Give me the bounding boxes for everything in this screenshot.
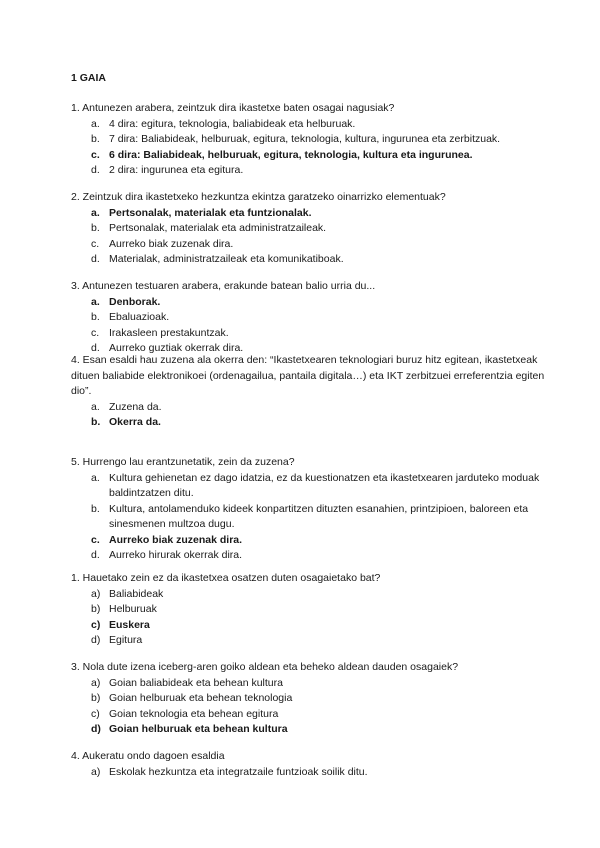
option-label: b. (91, 311, 100, 323)
answer-options (71, 676, 551, 738)
option-text: Goian helburuak eta behean teknologia (109, 692, 293, 704)
option-label: c) (91, 707, 100, 720)
answer-option (71, 221, 551, 237)
option-label: a. (91, 471, 100, 484)
option-label: c) (91, 618, 101, 631)
answer-option (71, 691, 551, 707)
option-label: d. (91, 342, 100, 354)
option-text: Baliabideak (109, 587, 164, 600)
option-label: b) (91, 603, 101, 615)
option-label: b. (91, 222, 100, 234)
question-text: 4. Aukeratu ondo dagoen esaldia (71, 750, 225, 762)
option-text: Irakasleen prestakuntzak. (109, 326, 229, 339)
option-label: d. (91, 253, 100, 265)
answer-option (71, 237, 551, 253)
option-text: Pertsonalak, materialak eta administratzaileak. (109, 222, 327, 234)
option-label: d. (91, 549, 100, 561)
question-text: 5. Hurrengo lau erantzunetatik, zein da zuzena? (71, 456, 295, 468)
question-block (71, 279, 551, 357)
option-label: c. (91, 326, 100, 339)
answer-option (71, 587, 551, 603)
option-text: 2 dira: ingurunea eta egitura. (109, 164, 244, 176)
question-text: 3. Nola dute izena iceberg-aren goiko aldean eta beheko aldean dauden osagaiek? (71, 661, 459, 673)
question-block (71, 190, 551, 268)
answer-option (71, 602, 551, 618)
question-block (71, 571, 551, 649)
option-text: Aurreko hirurak okerrak dira. (109, 549, 243, 561)
answer-option (71, 502, 551, 533)
answer-option-correct (71, 415, 551, 431)
answer-option (71, 400, 551, 416)
question-text: 3. Antunezen testuaren arabera, erakunde batean balio urria du... (71, 280, 376, 292)
option-label: b. (91, 133, 100, 145)
option-label: b. (91, 416, 101, 428)
option-text: Pertsonalak, materialak eta funtzionalak. (109, 206, 312, 219)
option-text: Aurreko biak zuzenak dira. (109, 533, 243, 546)
option-label: a) (91, 765, 101, 778)
answer-options (71, 117, 551, 179)
option-text: Aurreko biak zuzenak dira. (109, 237, 234, 250)
answer-option (71, 326, 551, 342)
option-label: b. (91, 502, 100, 515)
answer-option (71, 633, 551, 649)
option-text: Euskera (109, 618, 150, 631)
answer-option (71, 676, 551, 692)
answer-options (71, 471, 551, 564)
option-text: Kultura, antolamenduko kideek konpartitzen dituzten esanahien, printzipioen, baloreen eta sinesmenen multzoa dugu. (109, 502, 529, 530)
answer-option-correct (71, 618, 551, 634)
question-block (71, 101, 551, 179)
option-label: a) (91, 676, 101, 689)
option-text: Ebaluazioak. (109, 311, 170, 323)
answer-option-correct (71, 206, 551, 222)
option-label: a. (91, 295, 100, 308)
answer-options (71, 206, 551, 268)
answer-option-correct (71, 722, 551, 738)
option-text: 4 dira: egitura, teknologia, baliabideak eta helburuak. (109, 117, 356, 130)
option-text: 7 dira: Baliabideak, helburuak, egitura, teknologia, kultura, ingurunea eta zerbitzuak. (109, 133, 501, 145)
option-label: c. (91, 237, 100, 250)
option-label: a) (91, 587, 101, 600)
option-label: d. (91, 164, 100, 176)
answer-option (71, 163, 551, 179)
answer-option (71, 252, 551, 268)
option-text: Zuzena da. (109, 400, 162, 413)
option-text: Goian helburuak eta behean kultura (109, 723, 288, 735)
answer-options (71, 587, 551, 649)
answer-option-correct (71, 148, 551, 164)
question-block (71, 353, 551, 431)
option-label: a. (91, 206, 100, 219)
option-text: 6 dira: Baliabideak, helburuak, egitura, teknologia, kultura eta ingurunea. (109, 148, 473, 161)
option-text: Materialak, administratzaileak eta komunikatiboak. (109, 253, 344, 265)
question-text: 4. Esan esaldi hau zuzena ala okerra den: “Ikastetxearen teknologiari buruz hitz egitean, ikastetxeak dituen baliabide elektronikoei (ordenagailua, pantaila digitala…) eta IKT zerbitzuei erreferentzia egiten dio”. (71, 354, 545, 397)
answer-option (71, 132, 551, 148)
question-text: 2. Zeintzuk dira ikastetxeko hezkuntza ekintza garatzeko oinarrizko elementuak? (71, 191, 446, 203)
option-label: c. (91, 148, 100, 161)
option-text: Helburuak (109, 603, 157, 615)
option-label: a. (91, 117, 100, 130)
section-title: 1 GAIA (71, 72, 107, 84)
answer-option (71, 548, 551, 564)
option-text: Aurreko guztiak okerrak dira. (109, 342, 244, 354)
option-text: Okerra da. (109, 416, 161, 428)
option-label: d) (91, 723, 101, 735)
question-block (71, 660, 551, 738)
option-label: b) (91, 692, 101, 704)
answer-option (71, 471, 551, 502)
option-text: Eskolak hezkuntza eta integratzaile funtzioak soilik ditu. (109, 765, 368, 778)
answer-option-correct (71, 533, 551, 549)
question-block (71, 749, 551, 780)
answer-options (71, 295, 551, 357)
answer-options (71, 765, 551, 781)
option-text: Egitura (109, 634, 143, 646)
option-text: Denborak. (109, 295, 161, 308)
option-label: a. (91, 400, 100, 413)
answer-options (71, 400, 551, 431)
option-text: Goian teknologia eta behean egitura (109, 707, 279, 720)
option-text: Goian baliabideak eta behean kultura (109, 676, 283, 689)
option-text: Kultura gehienetan ez dago idatzia, ez da kuestionatzen eta ikastetxearen jarduteko moduak baldintzatzen ditu. (109, 471, 540, 499)
question-text: 1. Hauetako zein ez da ikastetxea osatzen duten osagaietako bat? (71, 572, 381, 584)
answer-option (71, 707, 551, 723)
option-label: c. (91, 533, 100, 546)
question-text: 1. Antunezen arabera, zeintzuk dira ikastetxe baten osagai nagusiak? (71, 102, 395, 114)
option-label: d) (91, 634, 101, 646)
answer-option (71, 765, 551, 781)
answer-option (71, 117, 551, 133)
answer-option (71, 310, 551, 326)
question-block (71, 455, 551, 564)
answer-option-correct (71, 295, 551, 311)
